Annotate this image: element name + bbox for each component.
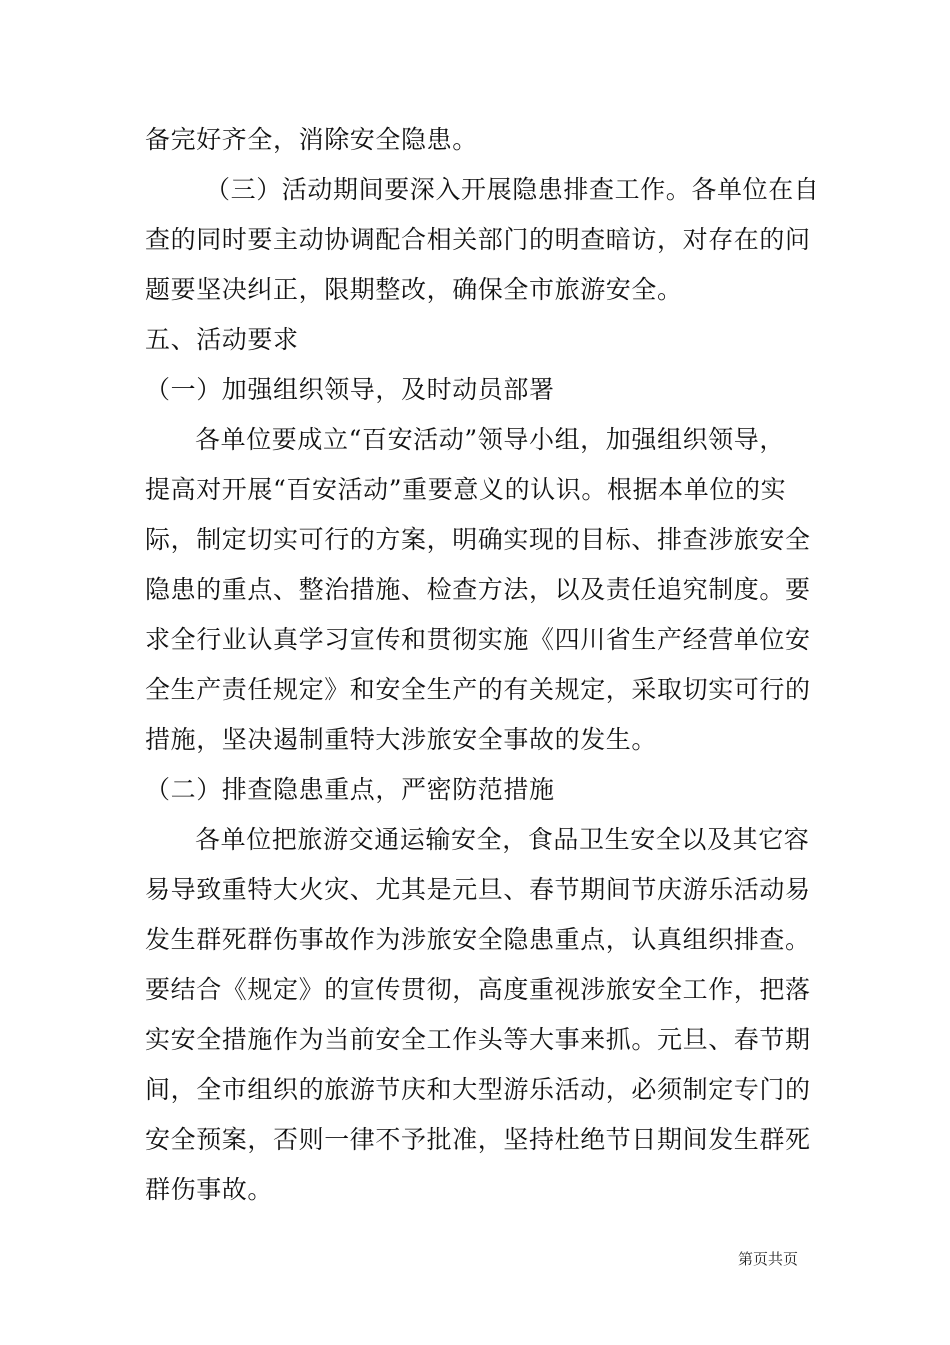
paragraph-line: 查的同时要主动协调配合相关部门的明查暗访，对存在的问: [145, 225, 811, 254]
paragraph-line: 求全行业认真学习宣传和贯彻实施《四川省生产经营单位安: [145, 625, 811, 654]
paragraph-line: 实安全措施作为当前安全工作头等大事来抓。元旦、春节期: [145, 1025, 811, 1054]
paragraph-line: 措施，坚决遏制重特大涉旅安全事故的发生。: [145, 725, 658, 754]
paragraph-line: 群伤事故。: [145, 1175, 274, 1204]
paragraph-line: 要结合《规定》的宣传贯彻，高度重视涉旅安全工作，把落: [145, 975, 811, 1004]
section-heading: 五、活动要求: [145, 325, 299, 354]
paragraph-line: 际，制定切实可行的方案，明确实现的目标、排查涉旅安全: [145, 525, 811, 554]
paragraph-line: 提高对开展“百安活动”重要意义的认识。根据本单位的实: [145, 475, 787, 504]
paragraph-line: 全生产责任规定》和安全生产的有关规定，采取切实可行的: [145, 675, 811, 704]
paragraph-line: 各单位要成立“百安活动”领导小组，加强组织领导，: [195, 425, 785, 454]
page-footer: 第页共页: [738, 1250, 799, 1268]
paragraph-line: 隐患的重点、整治措施、检查方法，以及责任追究制度。要: [145, 575, 811, 604]
paragraph-line: 备完好齐全，消除安全隐患。: [145, 125, 478, 154]
paragraph-line: 题要坚决纠正，限期整改，确保全市旅游安全。: [145, 275, 683, 304]
subsection-heading: （一）加强组织领导，及时动员部署: [145, 375, 555, 404]
paragraph-line: 间，全市组织的旅游节庆和大型游乐活动，必须制定专门的: [145, 1075, 811, 1104]
paragraph-line: 各单位把旅游交通运输安全，食品卫生安全以及其它容: [195, 825, 810, 854]
paragraph-line: 安全预案，否则一律不予批准，坚持杜绝节日期间发生群死: [145, 1125, 811, 1154]
paragraph-line: （三）活动期间要深入开展隐患排查工作。各单位在自: [205, 175, 820, 204]
paragraph-line: 易导致重特大火灾、尤其是元旦、春节期间节庆游乐活动易: [145, 875, 811, 904]
paragraph-line: 发生群死群伤事故作为涉旅安全隐患重点，认真组织排查。: [145, 925, 811, 954]
subsection-heading: （二）排查隐患重点，严密防范措施: [145, 775, 555, 804]
